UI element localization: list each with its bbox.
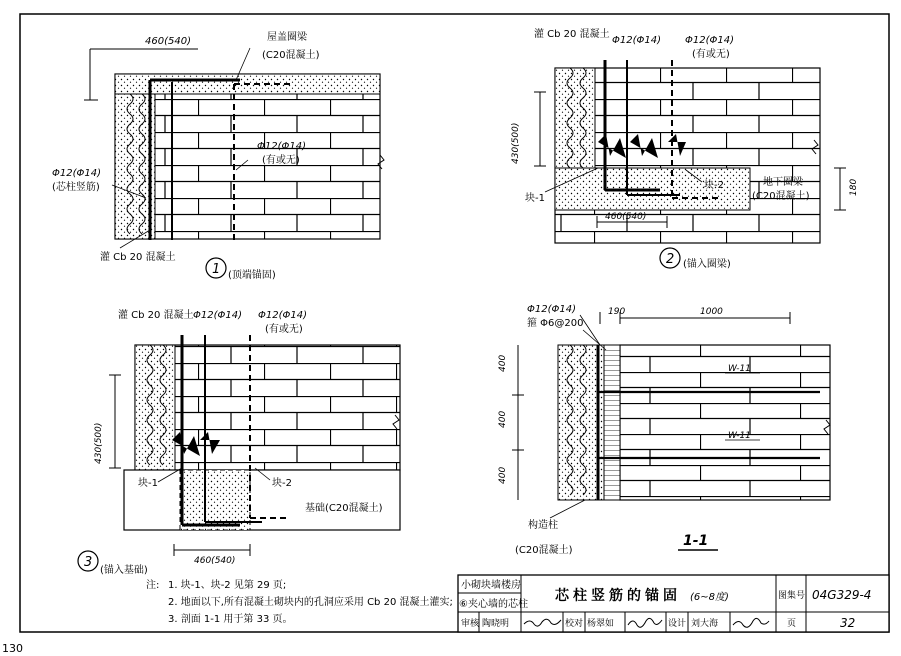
d3-block1: 块-1: [138, 478, 158, 489]
d3-bar-a: Φ12(Φ14): [193, 310, 242, 321]
d3-block2: 块-2: [272, 478, 292, 489]
d4-column-conc: (C20混凝土): [515, 545, 573, 556]
d2-ring-beam-conc: (C20混凝土): [752, 191, 810, 202]
d4-bar-label: Φ12(Φ14): [527, 304, 576, 315]
detail-1: [52, 30, 384, 281]
d4-dim-400a: 400: [498, 354, 508, 372]
d2-caption: (锚入圈梁): [683, 259, 731, 270]
d1-optional-note: (有或无): [262, 155, 300, 166]
tb-title: 芯柱竖筋的锚固: [555, 588, 681, 604]
detail-3: [78, 308, 400, 576]
d2-caption-number: 2: [666, 252, 675, 267]
d4-column-label: 构造柱: [528, 520, 558, 531]
d1-dim-460: 460(540): [145, 36, 191, 47]
d1-core-bar-note: (芯柱竖筋): [52, 182, 100, 193]
d2-dim-460: 460(540): [605, 212, 647, 222]
tb-check-label: 校对: [565, 619, 584, 629]
tb-page-number: 32: [840, 616, 856, 630]
tb-review-label: 审核: [461, 619, 480, 629]
tb-subtitle: (6~8度): [690, 592, 729, 603]
page-number: 130: [2, 642, 23, 655]
d2-block1: 块-1: [525, 193, 545, 204]
notes: [146, 578, 453, 625]
detail-section-1-1: [498, 304, 830, 556]
d4-mesh-a: W-11: [728, 364, 751, 374]
tb-design-label: 设计: [668, 619, 687, 629]
note-2: 2. 地面以下,所有混凝土砌块内的孔洞应采用 Cb 20 混凝土灌实;: [168, 597, 453, 608]
d1-caption: (顶端锚固): [228, 270, 276, 281]
d1-ring-beam-conc: (C20混凝土): [262, 50, 320, 61]
d4-dim-190: 190: [608, 307, 626, 317]
d2-grout-label: 灌 Cb 20 混凝土: [534, 29, 610, 40]
d2-block2: 块-2: [704, 180, 724, 191]
detail-2: [511, 27, 859, 270]
tb-page-label: 页: [787, 619, 797, 629]
d1-caption-number: 1: [212, 262, 221, 277]
d3-bar-b: Φ12(Φ14): [258, 310, 307, 321]
tb-reviewer: 陶晓明: [482, 619, 510, 629]
d3-grout-label: 灌 Cb 20 混凝土: [118, 310, 194, 321]
title-block: [458, 575, 889, 632]
tb-category-2: ⑥夹心墙的芯柱: [459, 599, 528, 610]
notes-label: 注:: [146, 580, 160, 591]
d4-section-label: 1-1: [683, 533, 709, 549]
d4-dim-400c: 400: [498, 466, 508, 484]
d3-dim-430: 430(500): [94, 422, 104, 464]
d2-dim-180: 180: [849, 178, 859, 196]
tb-checker: 杨翠如: [587, 619, 615, 629]
d2-dim-430: 430(500): [511, 122, 521, 164]
note-1: 1. 块-1、块-2 见第 29 页;: [168, 580, 287, 591]
d4-dim-400b: 400: [498, 410, 508, 428]
d2-optional-note: (有或无): [692, 49, 730, 60]
d1-ring-beam-label: 屋盖圈梁: [267, 32, 307, 43]
d4-dim-1000: 1000: [700, 307, 723, 317]
d3-optional-note: (有或无): [265, 324, 303, 335]
tb-designer: 刘大海: [691, 619, 719, 629]
d1-grout-label: 灌 Cb 20 混凝土: [100, 252, 176, 263]
d1-core-bar: Φ12(Φ14): [52, 168, 101, 179]
d3-caption-number: 3: [84, 555, 93, 570]
note-3: 3. 剖面 1-1 用于第 33 页。: [168, 614, 293, 625]
d3-dim-460: 460(540): [194, 556, 236, 566]
d3-foundation-label: 基础(C20混凝土): [305, 503, 383, 514]
d2-bar-b: Φ12(Φ14): [685, 35, 734, 46]
d1-bar-optional: Φ12(Φ14): [257, 141, 306, 152]
tb-category-1: 小砌块墙楼房: [461, 580, 521, 591]
d4-stirrup-label: 箍 Φ6@200: [527, 318, 584, 329]
d2-bar-a: Φ12(Φ14): [612, 35, 661, 46]
d2-ring-beam-label: 地下圈梁: [763, 177, 803, 188]
tb-atlas-label: 图集号: [778, 591, 806, 601]
tb-atlas-number: 04G329-4: [812, 588, 872, 602]
d4-mesh-b: W-11: [728, 431, 751, 441]
d3-caption: (锚入基础): [100, 565, 148, 576]
